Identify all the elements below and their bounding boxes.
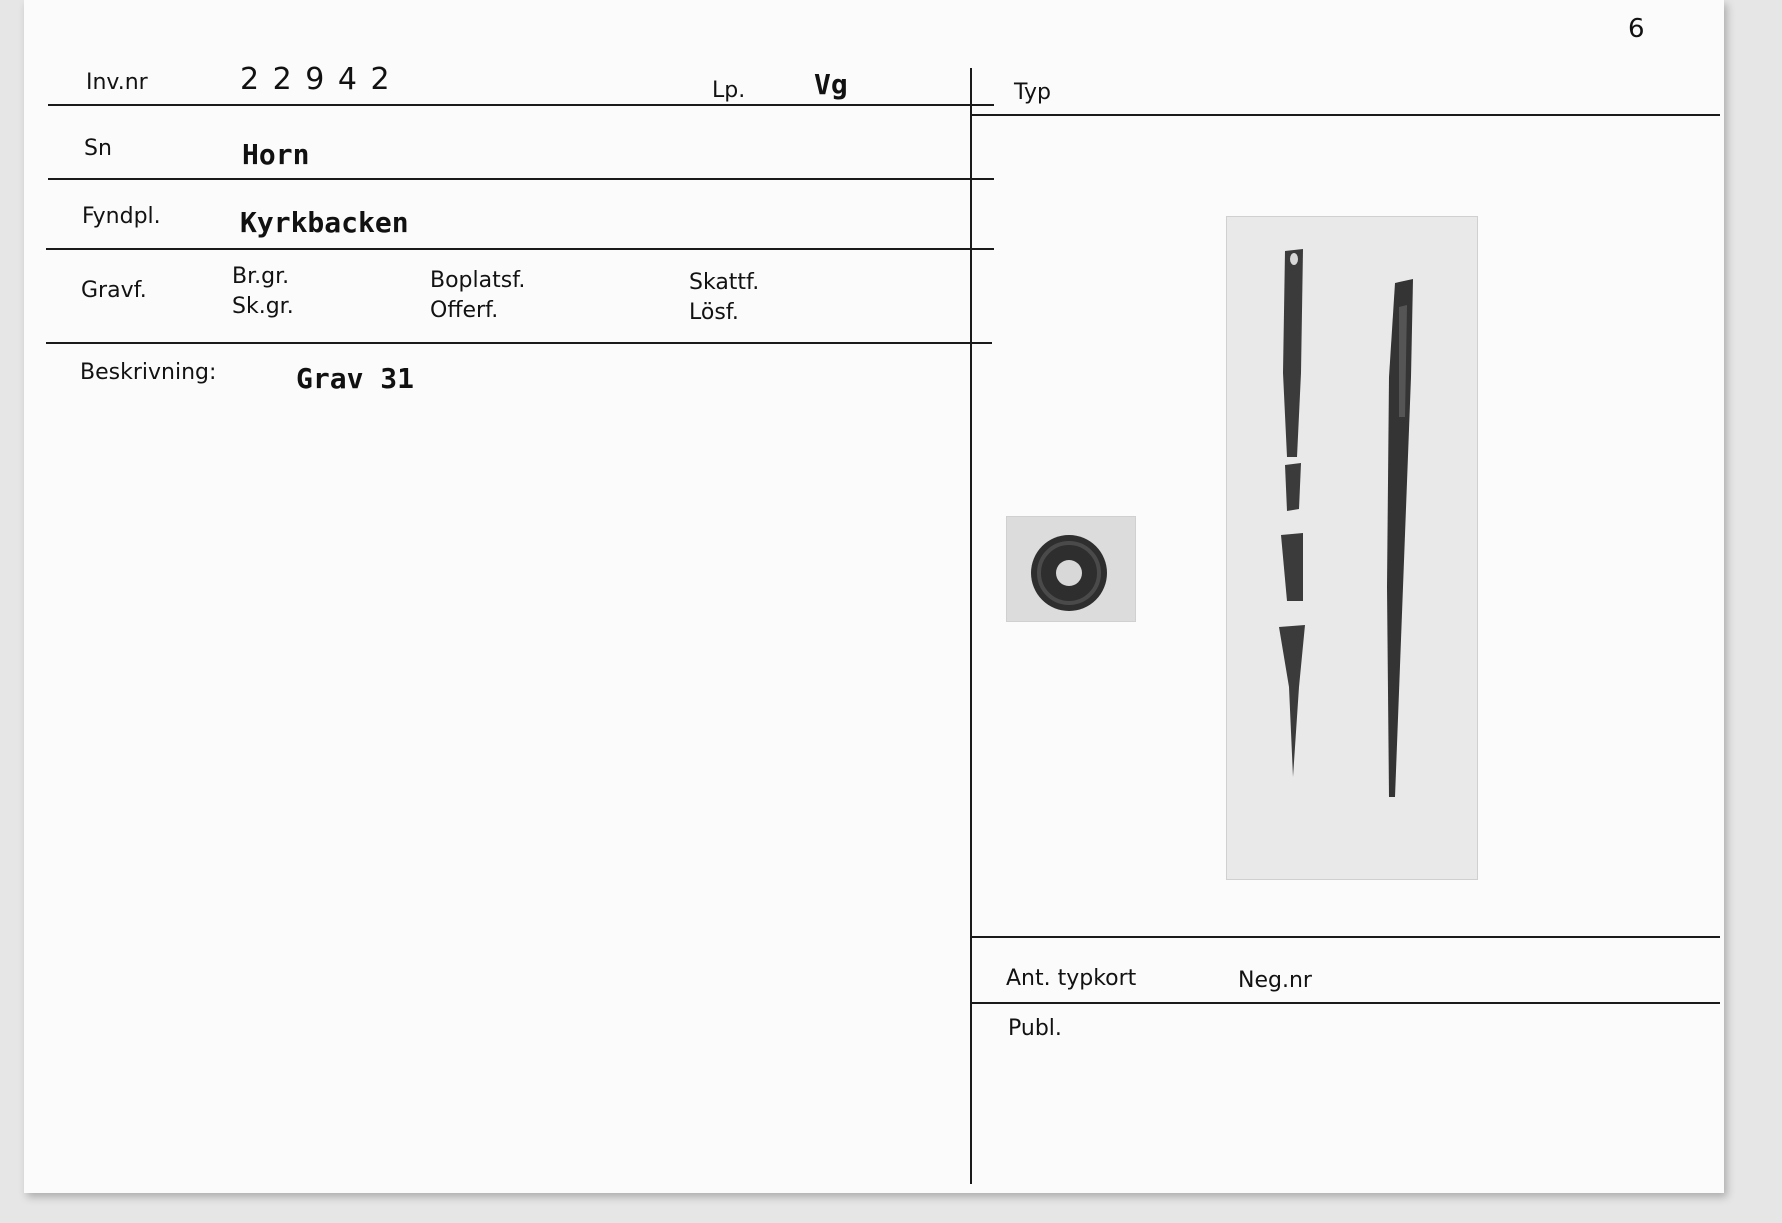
- skgr-label: Sk.gr.: [232, 294, 294, 319]
- row-divider-ant: [972, 936, 1720, 938]
- photo-ring: [1006, 516, 1136, 622]
- losf-label: Lösf.: [689, 300, 739, 325]
- needle-objects: [1227, 217, 1477, 879]
- skattf-label: Skattf.: [689, 270, 760, 295]
- inv-value: 2 2 9 4 2: [240, 62, 392, 97]
- row-divider-gravf: [46, 342, 992, 344]
- inv-label: Inv.nr: [86, 70, 148, 95]
- row-divider-sn: [48, 178, 994, 180]
- row-divider-fyndpl: [46, 248, 994, 250]
- sn-label: Sn: [84, 136, 112, 161]
- fyndpl-label: Fyndpl.: [82, 204, 161, 229]
- negnr-label: Neg.nr: [1238, 968, 1312, 993]
- ring-object: [1007, 517, 1135, 621]
- brgr-label: Br.gr.: [232, 264, 290, 289]
- boplatsf-label: Boplatsf.: [430, 268, 526, 293]
- column-divider: [970, 68, 972, 1184]
- typ-label: Typ: [1014, 80, 1051, 105]
- catalog-card: [24, 0, 1724, 1193]
- row-divider-publ: [972, 1002, 1720, 1004]
- publ-label: Publ.: [1008, 1016, 1062, 1041]
- gravf-label: Gravf.: [81, 278, 147, 303]
- page-number: 6: [1628, 14, 1645, 44]
- ant-typkort-label: Ant. typkort: [1006, 966, 1137, 991]
- row-divider-typ: [972, 114, 1720, 116]
- beskrivning-label: Beskrivning:: [80, 360, 217, 385]
- lp-value: Vg: [814, 68, 848, 101]
- fyndpl-value: Kyrkbacken: [240, 206, 409, 239]
- row-divider-inv: [48, 104, 994, 106]
- offerf-label: Offerf.: [430, 298, 499, 323]
- photo-needles: [1226, 216, 1478, 880]
- beskrivning-value: Grav 31: [296, 362, 415, 395]
- lp-label: Lp.: [712, 78, 746, 103]
- sn-value: Horn: [242, 138, 310, 171]
